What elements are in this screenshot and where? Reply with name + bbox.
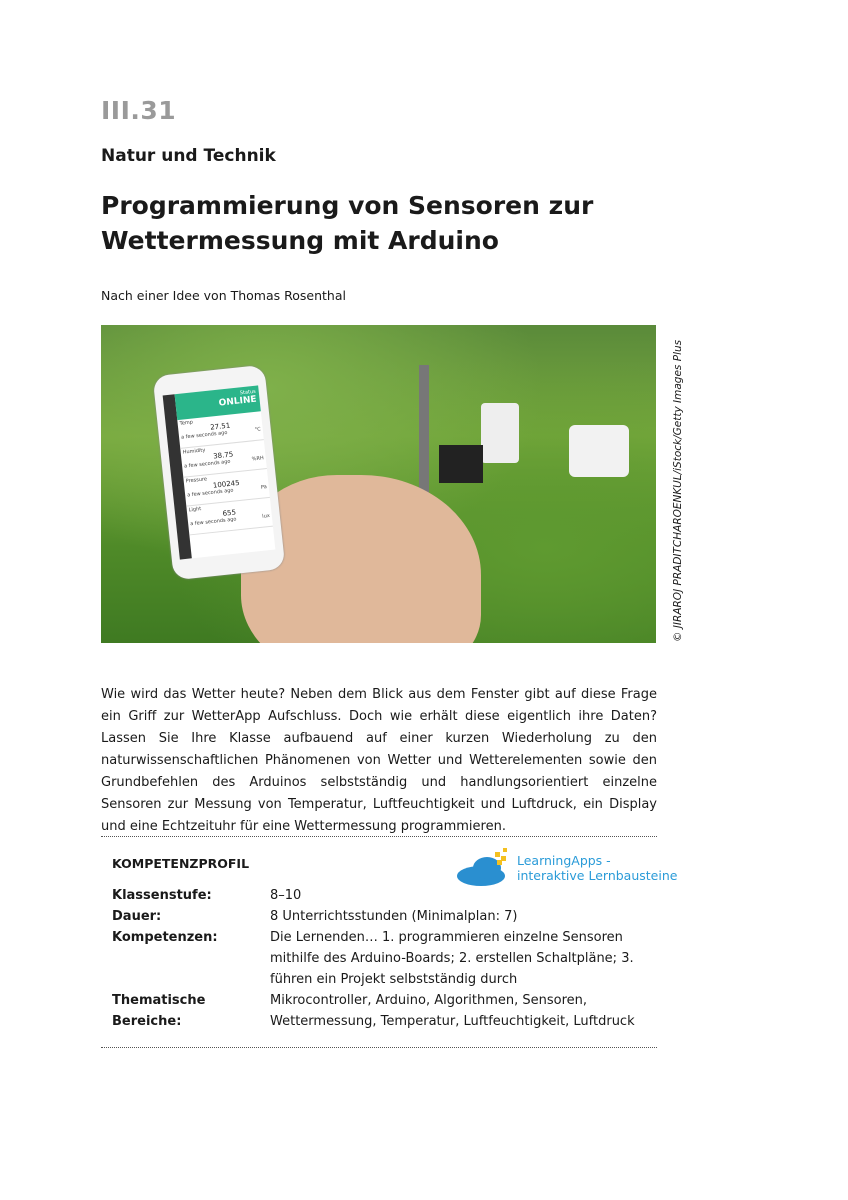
- sensor-label: Humidity: [182, 447, 206, 456]
- logo-text: interaktive Lernbausteine: [517, 868, 678, 883]
- phone-screen: [163, 385, 276, 559]
- title-line: Wettermessung mit Arduino: [101, 226, 499, 255]
- profile-key: Thematische Bereiche:: [112, 993, 206, 1029]
- status-label: Status: [239, 388, 257, 397]
- sensor-unit: lux: [262, 512, 271, 520]
- intro-paragraph: Wie wird das Wetter heute? Neben dem Blick aus dem Fenster gibt auf diese Frage ein Griff zur WetterApp Aufschluss. Doch wie erhält diese eigentlich ihre Daten? Lassen Sie Ihre Klasse aufbauend auf einer kurzen Wiederholung zu den naturwissenschaftlichen Phänomenen von Wetter und Wetterelementen sowie den Grundbefehlen des Arduinos selbstständig und handlungsorientiert einzelne Sensoren zur Messung von Temperatur, Luftfeuchtigkeit und Luftdruck, ein Display und eine Echtzeituhr für eine Wettermessung programmieren.: [101, 687, 657, 834]
- sensor-label: Light: [188, 506, 202, 514]
- rain-gauge: [569, 425, 629, 477]
- sensor-ago: a few seconds ago: [186, 487, 234, 499]
- sensor-ago: a few seconds ago: [189, 516, 237, 528]
- sensor-unit: %RH: [251, 455, 265, 463]
- profile-value: 8–10: [270, 888, 302, 903]
- profile-row: [112, 990, 652, 1032]
- weather-app: [175, 385, 276, 558]
- sensor-label: Pressure: [185, 476, 208, 485]
- sensor-ago: a few seconds ago: [180, 429, 228, 441]
- profile-value: Mikrocontroller, Arduino, Algorithmen, Sensoren, Wettermessung, Temperatur, Luftfeuchtigkeit, Luftdruck: [270, 993, 635, 1029]
- learningapps-logo: [455, 848, 677, 888]
- profile-heading: KOMPETENZPROFIL: [112, 856, 250, 871]
- sensor-value: 38.75: [212, 450, 234, 461]
- cloud-icon: [455, 848, 513, 888]
- status-online: ONLINE: [218, 394, 258, 409]
- profile-row: [112, 885, 652, 906]
- sensor-shield: [481, 403, 519, 463]
- sensor-unit: °C: [254, 426, 262, 434]
- sensor-label: Temp: [179, 419, 194, 427]
- sensor-value: 655: [222, 508, 237, 518]
- smartphone: [153, 365, 286, 581]
- author-note: Nach einer Idee von Thomas Rosenthal: [101, 288, 346, 303]
- profile-value: Die Lernenden… 1. programmieren einzelne Sensoren mithilfe des Arduino-Boards; 2. erstellen Schaltpläne; 3. führen ein Projekt selbstständig durch: [270, 930, 634, 987]
- sensor-ago: a few seconds ago: [183, 458, 231, 470]
- sensor-unit: Pa: [260, 484, 268, 491]
- category-heading: Natur und Technik: [101, 146, 276, 166]
- profile-row: [112, 906, 652, 927]
- weather-station-photo: [101, 325, 656, 643]
- solar-panel: [439, 445, 483, 483]
- sensor-value: 100245: [212, 478, 240, 490]
- profile-key: Dauer:: [112, 909, 162, 924]
- divider: [101, 836, 657, 837]
- logo-text: LearningApps -: [517, 853, 611, 868]
- page-title: [101, 188, 661, 258]
- photo-credit: © JIRAROJ PRADITCHAROENKUL/iStock/Getty Images Plus: [672, 339, 684, 642]
- divider: [101, 1047, 657, 1048]
- profile-row: [112, 927, 652, 990]
- profile-key: Klassenstufe:: [112, 888, 212, 903]
- sensor-value: 27.51: [209, 421, 231, 432]
- profile-key: Kompetenzen:: [112, 930, 218, 945]
- profile-value: 8 Unterrichtsstunden (Minimalplan: 7): [270, 909, 518, 924]
- title-line: Programmierung von Sensoren zur: [101, 191, 594, 220]
- chapter-number: III.31: [101, 96, 177, 125]
